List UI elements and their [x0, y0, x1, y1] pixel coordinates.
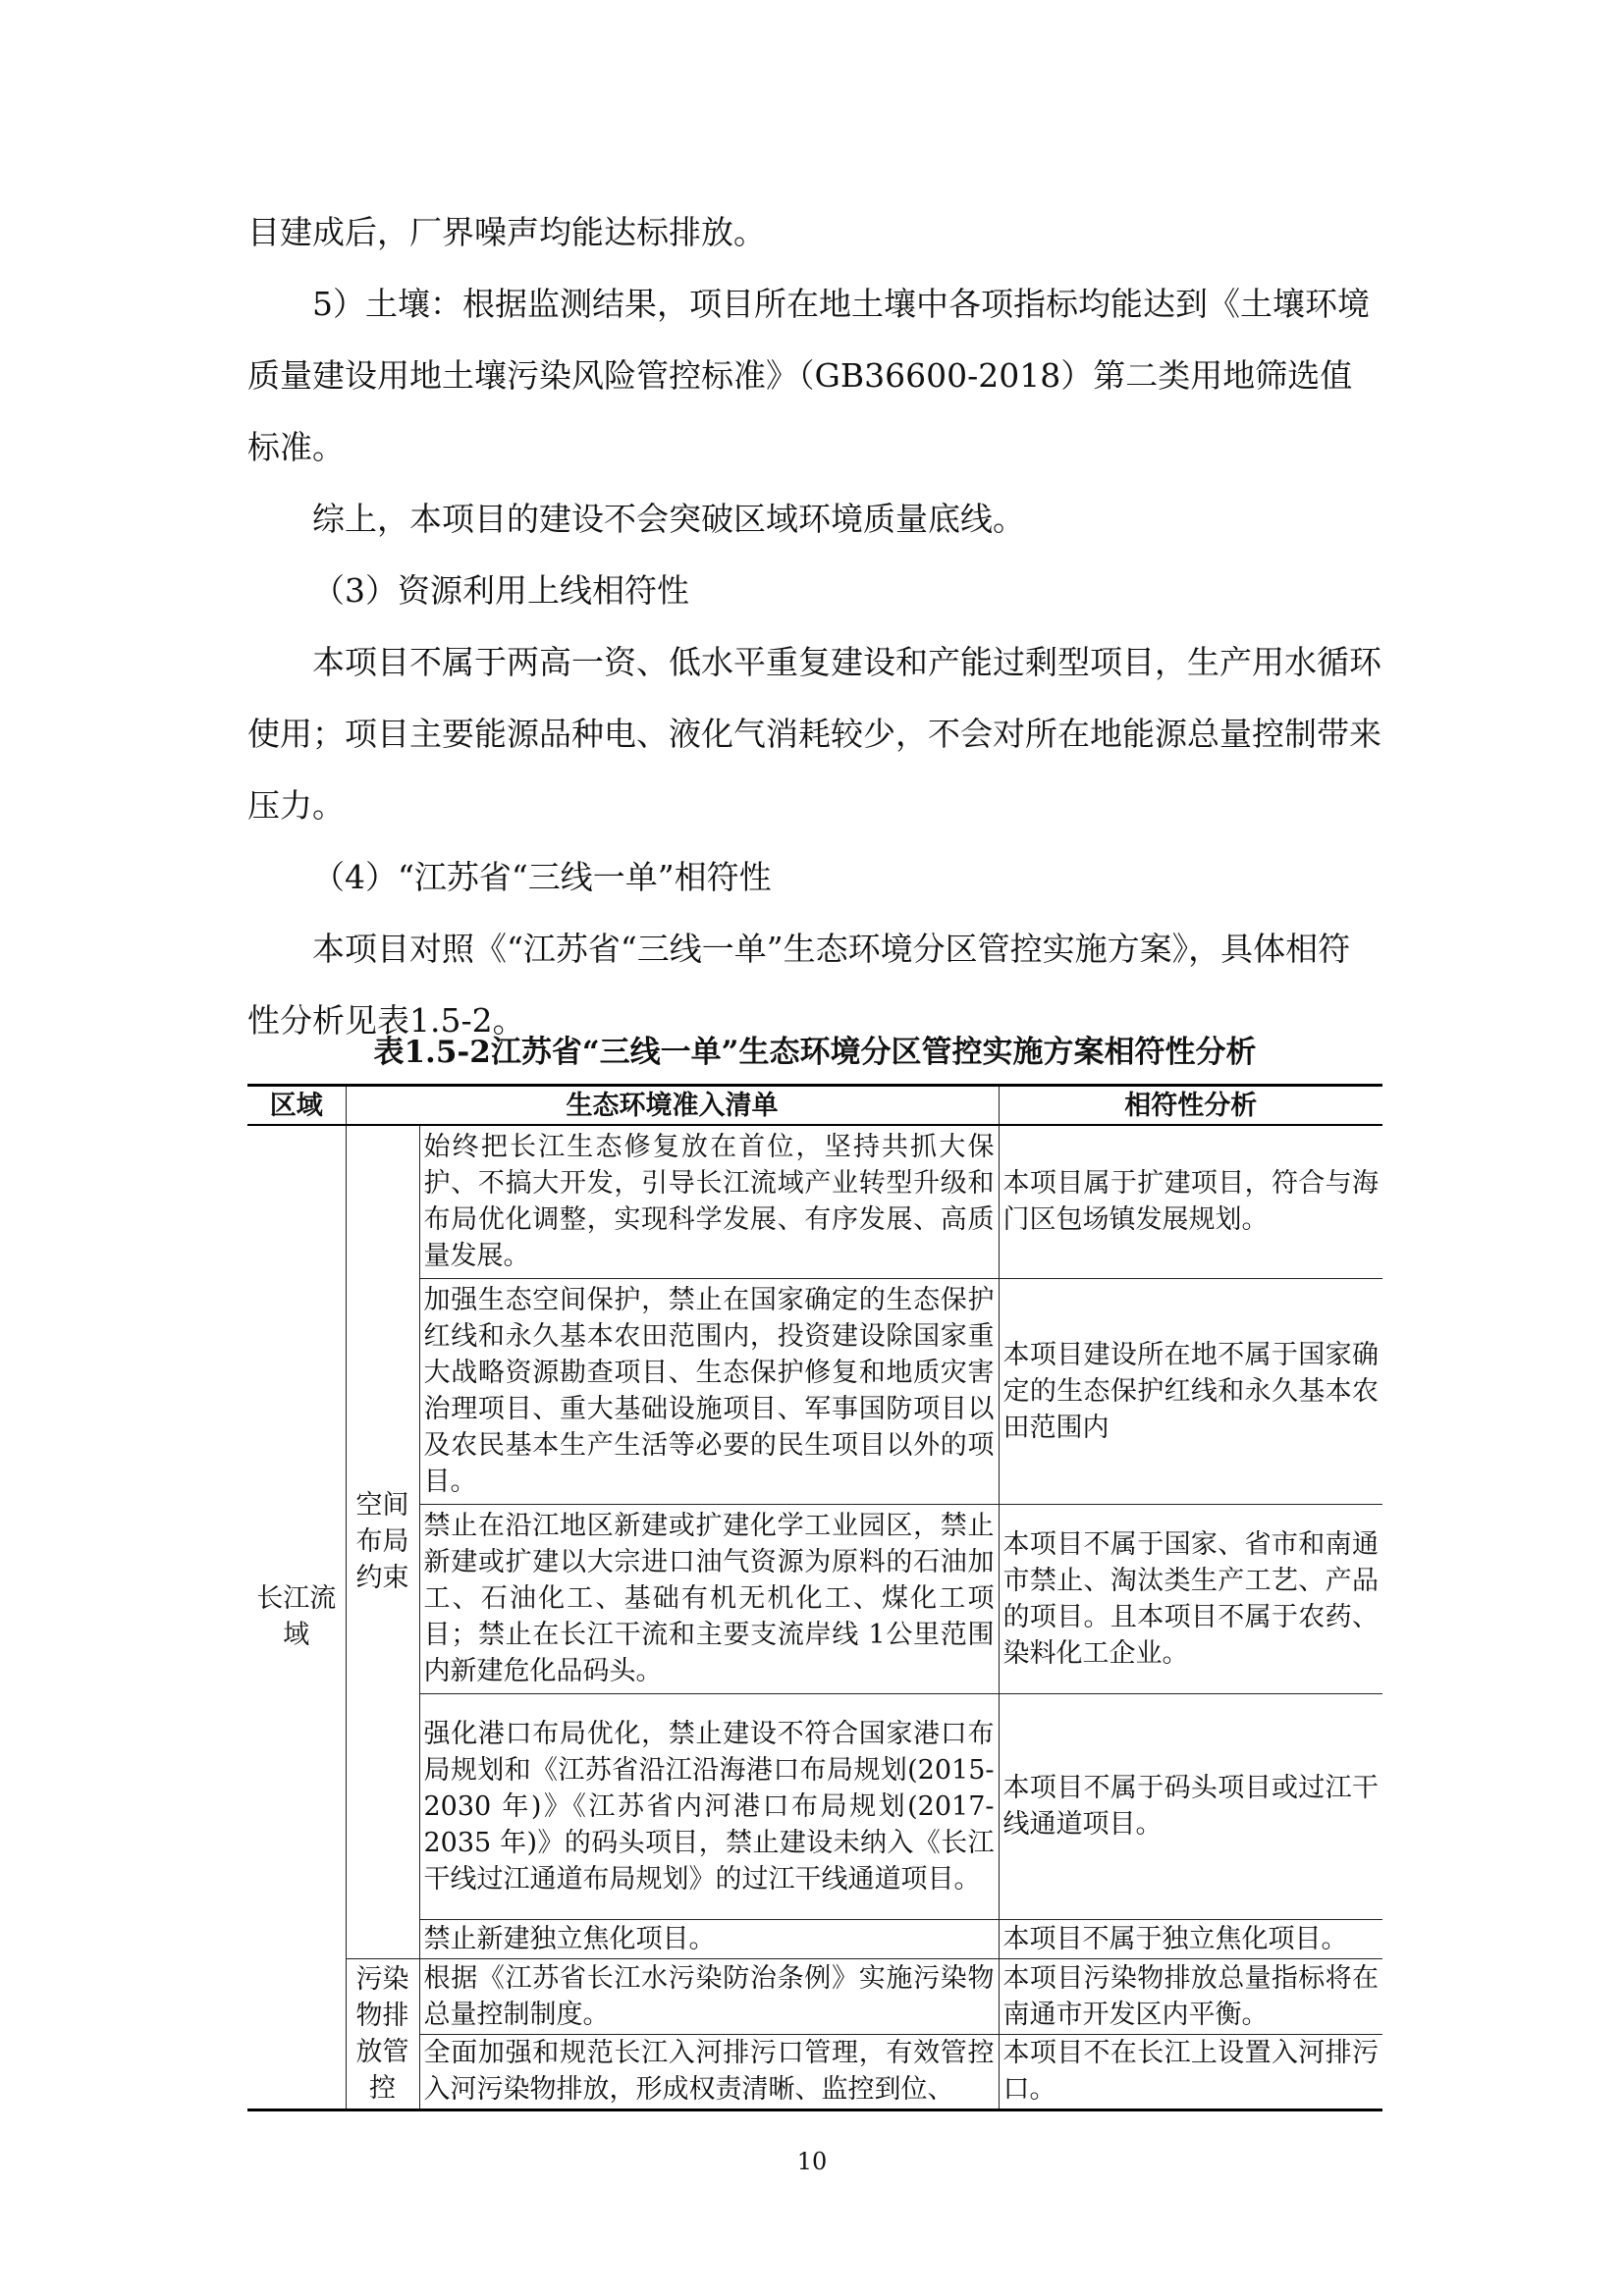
requirement-cell: 根据《江苏省长江水污染防治条例》实施污染物总量控制制度。: [419, 1958, 999, 2034]
table-row: [247, 1958, 1382, 2034]
paragraph-resource: 本项目不属于两高一资、低水平重复建设和产能过剩型项目，生产用水循环使用；项目主要能源品种电、液化气消耗较少，不会对所在地能源总量控制带来压力。: [247, 643, 1381, 825]
analysis-cell: 本项目建设所在地不属于国家确定的生态保护红线和永久基本农田范围内: [999, 1278, 1382, 1504]
requirement-cell: 加强生态空间保护，禁止在国家确定的生态保护红线和永久基本农田范围内，投资建设除国家重大战略资源勘查项目、生态保护修复和地质灾害治理项目、重大基础设施项目、军事国防项目以及农民基本生产生活等必要的民生项目以外的项目。: [419, 1278, 999, 1504]
paragraph-soil: 5）土壤：根据监测结果，项目所在地土壤中各项指标均能达到《土壤环境质量建设用地土壤污染风险管控标准》（GB36600-2018）第二类用地筛选值标准。: [247, 285, 1370, 466]
header-access-list: 生态环境准入清单: [346, 1086, 999, 1126]
analysis-cell: 本项目不属于独立焦化项目。: [999, 1919, 1382, 1958]
region-cell: 长江流域: [247, 1125, 346, 2109]
paragraph-table-ref: 本项目对照《“江苏省“三线一单”生态环境分区管控实施方案》，具体相符性分析见表1.5-2。: [247, 930, 1351, 1040]
category-spatial: 空间布局约束: [346, 1125, 419, 1958]
compliance-table: [247, 1084, 1382, 2111]
body-text: [247, 196, 1382, 1056]
requirement-cell: 禁止新建独立焦化项目。: [419, 1919, 999, 1958]
analysis-cell: 本项目不属于码头项目或过江干线通道项目。: [999, 1693, 1382, 1919]
heading-three-lines: （4）“江苏省“三线一单”相符性: [312, 858, 772, 896]
table-caption: 表1.5-2江苏省“三线一单”生态环境分区管控实施方案相符性分析: [373, 1035, 1257, 1070]
header-region: 区域: [247, 1086, 346, 1126]
heading-resource-limit: （3）资源利用上线相符性: [312, 571, 689, 610]
header-analysis: 相符性分析: [999, 1086, 1382, 1126]
analysis-cell: 本项目不属于国家、省市和南通市禁止、淘汰类生产工艺、产品的项目。且本项目不属于农药、染料化工企业。: [999, 1504, 1382, 1693]
requirement-cell: 始终把长江生态修复放在首位，坚持共抓大保护、不搞大开发，引导长江流域产业转型升级和布局优化调整，实现科学发展、有序发展、高质量发展。: [419, 1125, 999, 1278]
paragraph-continued: 目建成后，厂界噪声均能达标排放。: [247, 213, 766, 251]
table-header-row: [247, 1086, 1382, 1126]
category-pollution: 污染物排放管控: [346, 1958, 419, 2109]
requirement-cell: 全面加强和规范长江入河排污口管理，有效管控入河污染物排放，形成权责清晰、监控到位、: [419, 2034, 999, 2109]
table-row: [247, 1125, 1382, 1278]
analysis-cell: 本项目不在长江上设置入河排污口。: [999, 2034, 1382, 2109]
analysis-cell: 本项目污染物排放总量指标将在南通市开发区内平衡。: [999, 1958, 1382, 2034]
requirement-cell: 禁止在沿江地区新建或扩建化学工业园区，禁止新建或扩建以大宗进口油气资源为原料的石油加工、石油化工、基础有机无机化工、煤化工项目；禁止在长江干流和主要支流岸线 1公里范围内新建危化品码头。: [419, 1504, 999, 1693]
paragraph-summary: 综上，本项目的建设不会突破区域环境质量底线。: [312, 500, 1025, 538]
requirement-cell: 强化港口布局优化，禁止建设不符合国家港口布局规划和《江苏省沿江沿海港口布局规划(2015-2030 年)》《江苏省内河港口布局规划(2017-2035 年)》的码头项目，禁止建设未纳入《长江干线过江通道布局规划》的过江干线通道项目。: [419, 1693, 999, 1919]
page-number: 10: [796, 2148, 828, 2175]
analysis-cell: 本项目属于扩建项目，符合与海门区包场镇发展规划。: [999, 1125, 1382, 1278]
